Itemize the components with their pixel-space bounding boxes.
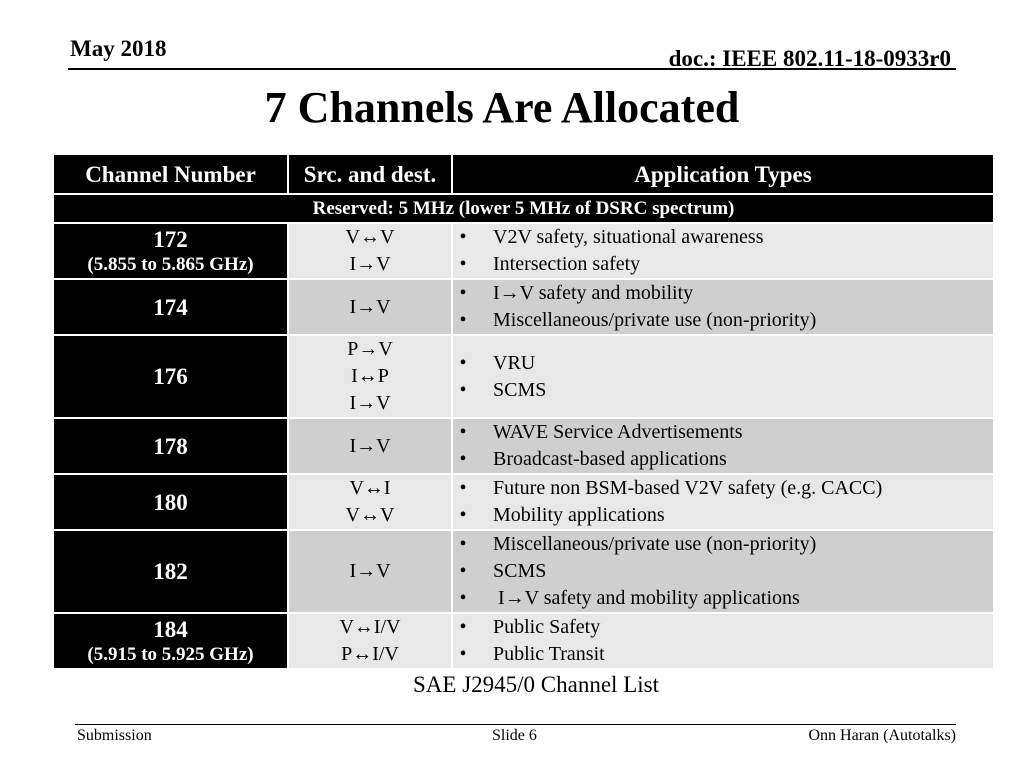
- table-row: [53, 474, 994, 530]
- app-type-text: V2V safety, situational awareness: [493, 226, 764, 248]
- app-type-text: Public Safety: [493, 616, 601, 638]
- footer-divider: [75, 724, 956, 725]
- table-row: [53, 223, 994, 279]
- app-type-text: Future non BSM-based V2V safety (e.g. CACC): [493, 477, 883, 499]
- bullet-icon: •: [459, 226, 467, 248]
- channel-number: 184: [153, 616, 188, 642]
- footer-author: Onn Haran (Autotalks): [808, 727, 956, 744]
- src-dest-item: I→V: [349, 434, 391, 457]
- src-dest-item: V↔V: [345, 226, 395, 248]
- header-divider: [68, 68, 956, 70]
- table-row: [53, 530, 994, 613]
- src-dest-item: I→V: [349, 295, 391, 318]
- src-dest-cell: [288, 223, 452, 279]
- column-header-app-types: Application Types: [452, 154, 994, 194]
- src-dest-item: V↔V: [345, 504, 395, 526]
- src-dest-cell: [288, 279, 452, 335]
- src-dest-item: I→V: [349, 560, 391, 582]
- list-item: [453, 280, 993, 307]
- app-type-text: SCMS: [493, 560, 547, 582]
- app-type-text: Intersection safety: [493, 253, 641, 275]
- bullet-icon: •: [459, 616, 467, 638]
- src-dest-cell: [288, 474, 452, 530]
- reserved-row: [53, 194, 994, 223]
- bullet-icon: •: [459, 421, 467, 443]
- bullet-icon: •: [459, 351, 467, 374]
- app-type-text: Broadcast-based applications: [493, 448, 727, 470]
- list-item: [453, 377, 993, 404]
- bullet-icon: •: [459, 309, 467, 331]
- channel-table: [52, 153, 995, 670]
- channel-cell: [53, 223, 288, 279]
- app-types-cell: [452, 223, 994, 279]
- table-row: [53, 613, 994, 669]
- channel-number: 178: [153, 433, 188, 459]
- app-types-cell: [452, 530, 994, 613]
- channel-cell: [53, 530, 288, 613]
- app-types-cell: [452, 335, 994, 418]
- header-doc-id: doc.: IEEE 802.11-18-0933r0: [668, 46, 951, 71]
- app-types-cell: [452, 613, 994, 669]
- app-type-text: Miscellaneous/private use (non-priority): [493, 309, 817, 331]
- bullet-icon: •: [459, 560, 467, 582]
- channel-number: 172: [153, 226, 188, 252]
- app-type-text: Miscellaneous/private use (non-priority): [493, 533, 817, 555]
- src-dest-cell: [288, 613, 452, 669]
- list-item: [453, 585, 993, 612]
- table-row: [53, 418, 994, 474]
- src-dest-cell: [288, 335, 452, 418]
- src-dest-item: I↔P: [351, 365, 389, 387]
- bullet-icon: •: [459, 587, 467, 609]
- bullet-icon: •: [459, 253, 467, 275]
- channel-cell: [53, 279, 288, 335]
- src-dest-item: I→V: [349, 392, 391, 414]
- list-item: [453, 502, 993, 529]
- app-type-text: VRU: [493, 351, 536, 374]
- table-caption: SAE J2945/0 Channel List: [413, 672, 659, 697]
- channel-number: 182: [153, 559, 188, 584]
- list-item: [453, 446, 993, 473]
- bullet-icon: •: [459, 378, 467, 401]
- column-header-src-dest: Src. and dest.: [288, 154, 452, 194]
- list-item: [453, 641, 993, 668]
- bullet-icon: •: [459, 643, 467, 665]
- app-types-cell: [452, 279, 994, 335]
- channel-frequency: (5.855 to 5.865 GHz): [87, 253, 254, 275]
- bullet-icon: •: [459, 282, 467, 304]
- app-types-cell: [452, 474, 994, 530]
- app-type-text: WAVE Service Advertisements: [493, 421, 743, 443]
- table-header-row: [53, 154, 994, 194]
- bullet-icon: •: [459, 477, 467, 499]
- list-item: [453, 224, 993, 251]
- channel-number: 180: [153, 489, 188, 515]
- app-type-text: Public Transit: [493, 643, 605, 665]
- header-date: May 2018: [70, 36, 167, 61]
- src-dest-item: P→V: [347, 338, 393, 360]
- list-item: [453, 307, 993, 334]
- channel-cell: [53, 418, 288, 474]
- channel-number: 174: [153, 294, 188, 320]
- src-dest-item: I→V: [349, 253, 391, 275]
- list-item: [453, 558, 993, 585]
- bullet-icon: •: [459, 504, 467, 526]
- column-header-channel: Channel Number: [53, 154, 288, 194]
- src-dest-cell: [288, 418, 452, 474]
- app-type-text: I→V safety and mobility: [493, 282, 694, 304]
- list-item: [453, 251, 993, 278]
- app-types-cell: [452, 418, 994, 474]
- src-dest-item: V↔I/V: [339, 616, 401, 638]
- channel-cell: [53, 613, 288, 669]
- table-row: [53, 279, 994, 335]
- list-item: [453, 614, 993, 641]
- channel-cell: [53, 474, 288, 530]
- channel-number: 176: [153, 364, 188, 389]
- bullet-icon: •: [459, 448, 467, 470]
- footer-slide-number: Slide 6: [492, 727, 537, 744]
- src-dest-cell: [288, 530, 452, 613]
- list-item: [453, 531, 993, 558]
- footer-submission: Submission: [77, 727, 152, 744]
- channel-frequency: (5.915 to 5.925 GHz): [87, 643, 254, 665]
- list-item: [453, 350, 993, 377]
- app-type-text: I→V safety and mobility applications: [493, 587, 800, 609]
- app-type-text: Mobility applications: [493, 504, 665, 526]
- bullet-icon: •: [459, 533, 467, 555]
- channel-cell: [53, 335, 288, 418]
- list-item: [453, 419, 993, 446]
- slide-title: 7 Channels Are Allocated: [264, 83, 740, 132]
- src-dest-item: P↔I/V: [341, 643, 399, 665]
- src-dest-item: V↔I: [349, 477, 391, 499]
- list-item: [453, 475, 993, 502]
- app-type-text: SCMS: [493, 378, 547, 401]
- table-row: [53, 335, 994, 418]
- reserved-note: Reserved: 5 MHz (lower 5 MHz of DSRC spectrum): [53, 194, 994, 223]
